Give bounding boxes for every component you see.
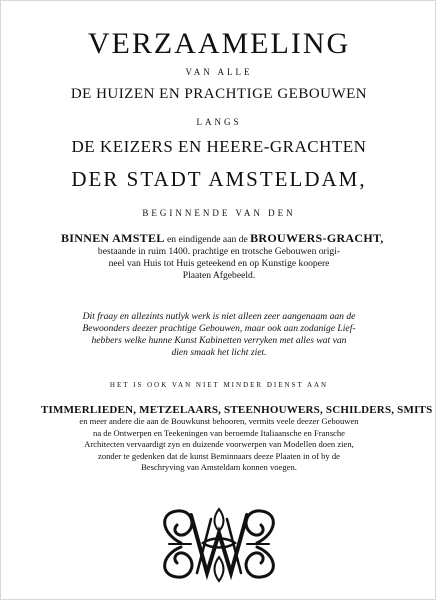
paragraph-description-line [61,231,384,246]
title-main: VERZAAMELING [87,27,351,60]
lead-mid: en eindigende aan de [164,234,251,245]
title-van-alle: VAN ALLE [185,67,253,77]
paragraph-trades-line: zonder te gedenken dat de kunst Beminnaars deeze Plaaten in of by de [98,450,340,461]
paragraph-italic [53,311,385,359]
monogram-ornament-icon [151,503,287,585]
paragraph-description-line: Plaaten Afgebeeld. [182,270,256,281]
paragraph-trades [41,404,433,473]
paragraph-description-line: neel van Huis tot Huis geteekend en op Kunstige koopere [108,258,330,269]
title-langs: LANGS [196,117,242,127]
paragraph-trades-line: na de Ontwerpen en Teekeningen van beroemde Italiaansche en Fransche [93,427,345,438]
paragraph-trades-line: Architecten vervaardigt zyn en duizende voorwerpen van Modellen doen zien, [84,439,354,450]
paragraph-italic-line: Dit fraay en allezints nutlyk werk is niet alleen zeer aangenaam aan de [82,311,356,322]
lead-binnen-amstel: BINNEN AMSTEL [61,231,165,245]
paragraph-italic-line: dien smaak het licht ziet. [171,347,267,358]
trades-lead: TIMMERLIEDEN, METZELAARS, STEENHOUWERS, SCHILDERS, SMITS [41,404,433,416]
title-beginnende: BEGINNENDE VAN DEN [142,208,296,218]
paragraph-italic-line: Bewoonders deezer prachtige Gebouwen, maar ook aan zodanige Lief- [82,323,356,334]
title-grachten: DE KEIZERS EN HEERE-GRACHTEN [71,137,367,156]
lead-brouwers-gracht: BROUWERS-GRACHT, [250,231,384,245]
title-amsteldam: DER STADT AMSTELDAM, [71,167,367,191]
paragraph-trades-line: Beschryving van Amsteldam konnen voegen. [141,462,297,473]
paragraph-italic-line: hebbers welke hunne Kunst Kabinetten verryken met alles wat van [91,335,347,346]
paragraph-description-line: bestaande in ruim 1400. prachtige en trotsche Gebouwen origi- [97,246,341,257]
paragraph-description [61,231,384,282]
paragraph-trades-line: en meer andere die aan de Bouwkunst behooren, vermits veele deezer Gebouwen [79,416,359,427]
title-huizen: DE HUIZEN EN PRACHTIGE GEBOUWEN [70,86,368,102]
notice-heading: HET IS OOK VAN NIET MINDER DIENST AAN [109,381,329,389]
